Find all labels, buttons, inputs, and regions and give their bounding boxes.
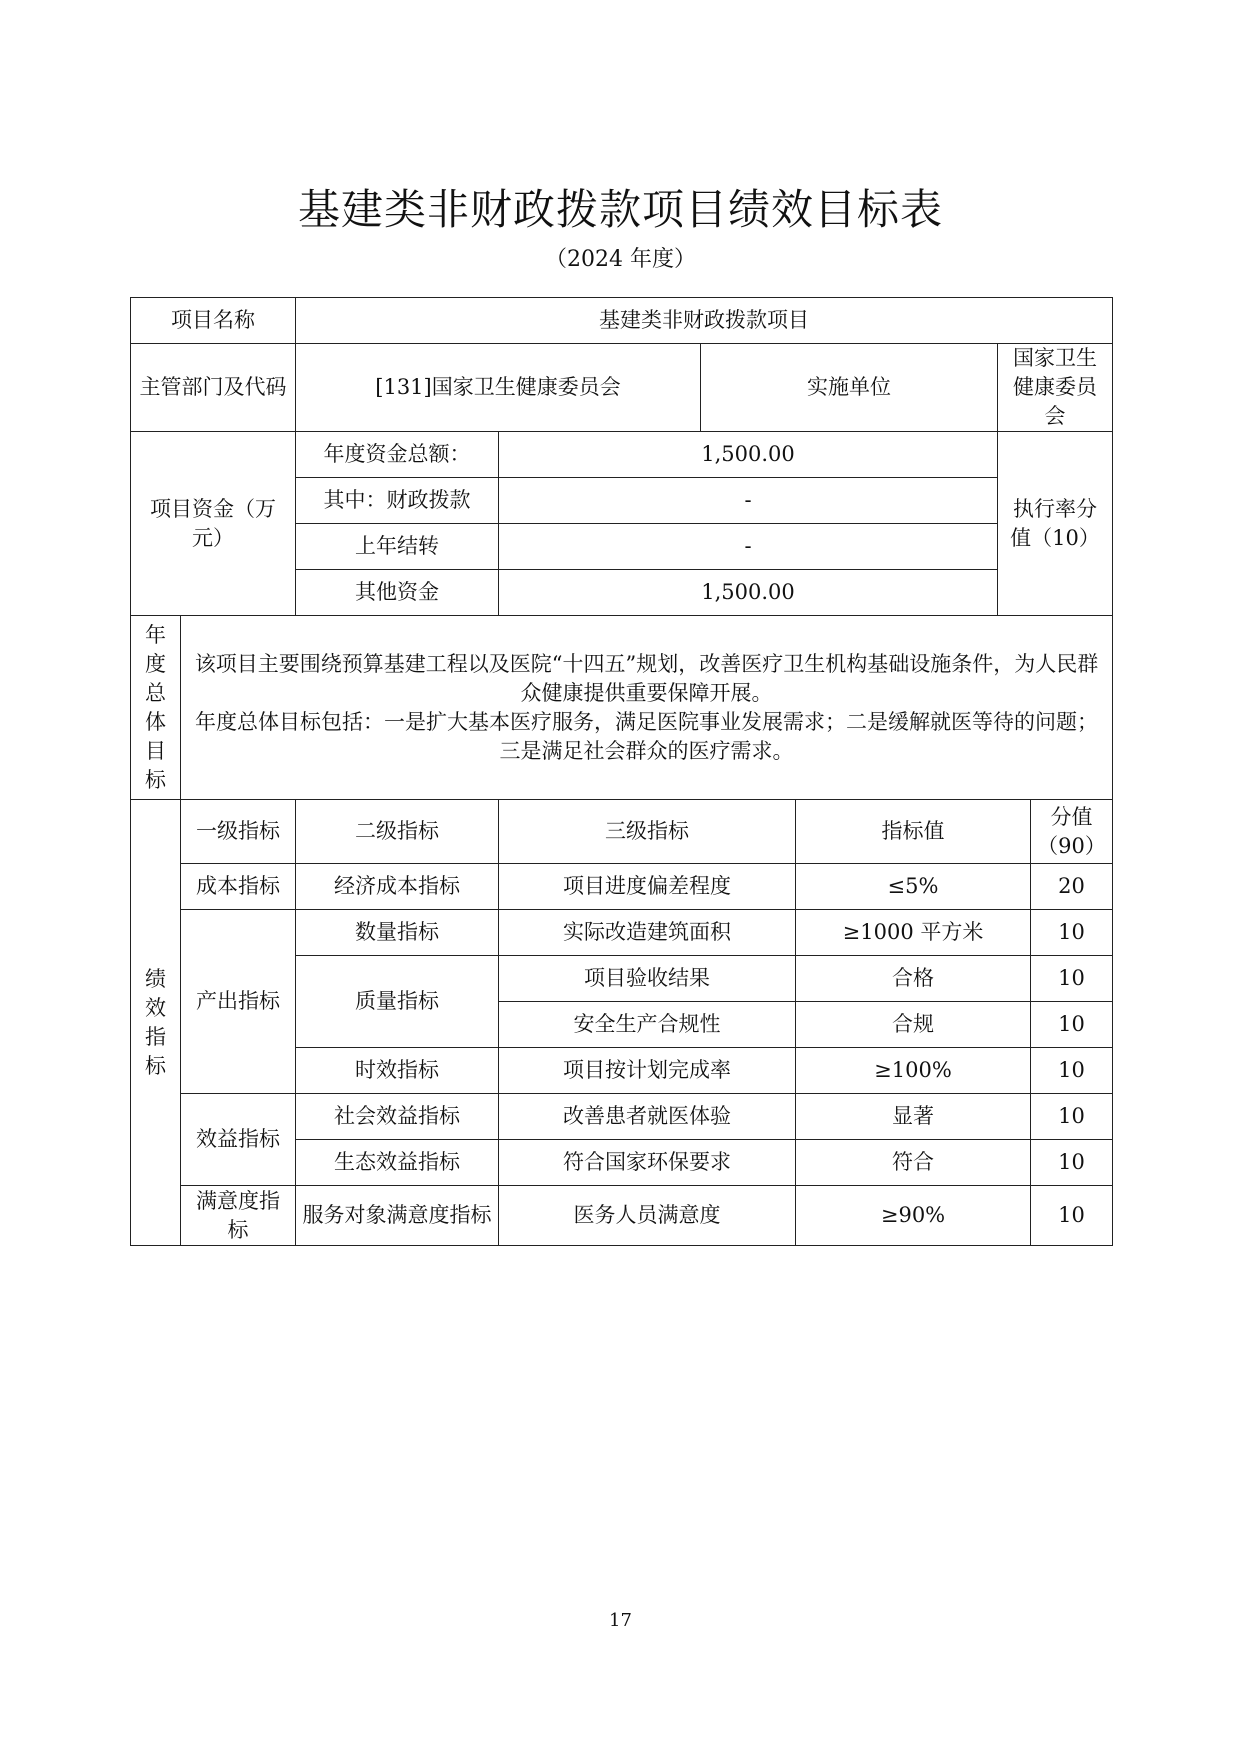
value-cell: 合规 [796,1002,1031,1048]
funds-carryover-value: - [499,524,998,570]
impl-value: 国家卫生健康委员会 [998,344,1113,432]
level3-cell: 实际改造建筑面积 [499,910,796,956]
header-value: 指标值 [796,800,1031,864]
performance-header-row [131,800,1113,864]
score-cell: 20 [1031,864,1113,910]
value-cell: ≤5% [796,864,1031,910]
level1-cell: 效益指标 [181,1094,296,1186]
level2-cell: 数量指标 [296,910,499,956]
level3-cell: 改善患者就医体验 [499,1094,796,1140]
project-name-row [131,298,1113,344]
header-level2: 二级指标 [296,800,499,864]
impl-label: 实施单位 [701,344,998,432]
score-cell: 10 [1031,1002,1113,1048]
level1-cell: 满意度指标 [181,1186,296,1246]
funds-row-total [131,432,1113,478]
level2-cell: 时效指标 [296,1048,499,1094]
score-cell: 10 [1031,910,1113,956]
value-cell: ≥90% [796,1186,1031,1246]
table-row [131,1186,1113,1246]
table-row [131,1094,1113,1140]
level3-cell: 符合国家环保要求 [499,1140,796,1186]
execution-rate-score-label: 执行率分值（10） [998,432,1113,616]
dept-row [131,344,1113,432]
project-name-label: 项目名称 [131,298,296,344]
dept-label: 主管部门及代码 [131,344,296,432]
level1-cell: 成本指标 [181,864,296,910]
score-cell: 10 [1031,1094,1113,1140]
annual-goal-row [131,616,1113,800]
performance-target-table [130,297,1113,1246]
page-title: 基建类非财政拨款项目绩效目标表 [297,185,943,234]
score-cell: 10 [1031,1048,1113,1094]
level2-cell: 社会效益指标 [296,1094,499,1140]
funds-fiscal-value: - [499,478,998,524]
funds-fiscal-label: 其中：财政拨款 [296,478,499,524]
dept-value: [131]国家卫生健康委员会 [296,344,701,432]
value-cell: 合格 [796,956,1031,1002]
level2-cell: 质量指标 [296,956,499,1048]
project-name-value: 基建类非财政拨款项目 [296,298,1113,344]
value-cell: 显著 [796,1094,1031,1140]
funds-label: 项目资金（万元） [131,432,296,616]
funds-other-label: 其他资金 [296,570,499,616]
value-cell: ≥1000 平方米 [796,910,1031,956]
table-row [131,864,1113,910]
annual-goal-content [181,616,1113,800]
funds-total-label: 年度资金总额： [296,432,499,478]
table-row [131,910,1113,956]
annual-goal-text-1: 该项目主要围绕预算基建工程以及医院“十四五”规划，改善医疗卫生机构基础设施条件，为人民群众健康提供重要保障开展。 [194,651,1099,705]
funds-carryover-label: 上年结转 [296,524,499,570]
level3-cell: 项目按计划完成率 [499,1048,796,1094]
level3-cell: 医务人员满意度 [499,1186,796,1246]
score-cell: 10 [1031,956,1113,1002]
funds-total-value: 1,500.00 [499,432,998,478]
level2-cell: 生态效益指标 [296,1140,499,1186]
page-subtitle: （2024 年度） [545,247,696,272]
score-cell: 10 [1031,1140,1113,1186]
value-cell: 符合 [796,1140,1031,1186]
level1-cell: 产出指标 [181,910,296,1094]
score-cell: 10 [1031,1186,1113,1246]
header-level3: 三级指标 [499,800,796,864]
level3-cell: 项目进度偏差程度 [499,864,796,910]
level2-cell: 服务对象满意度指标 [296,1186,499,1246]
annual-goal-text-2: 年度总体目标包括：一是扩大基本医疗服务，满足医院事业发展需求；二是缓解就医等待的问题；三是满足社会群众的医疗需求。 [195,709,1099,763]
annual-goal-label: 年度总体目标 [131,616,181,800]
level3-cell: 项目验收结果 [499,956,796,1002]
value-cell: ≥100% [796,1048,1031,1094]
funds-other-value: 1,500.00 [499,570,998,616]
header-level1: 一级指标 [181,800,296,864]
level2-cell: 经济成本指标 [296,864,499,910]
level3-cell: 安全生产合规性 [499,1002,796,1048]
performance-label: 绩效指标 [131,800,181,1246]
page-number: 17 [609,1610,632,1631]
header-score: 分值（90） [1031,800,1113,864]
